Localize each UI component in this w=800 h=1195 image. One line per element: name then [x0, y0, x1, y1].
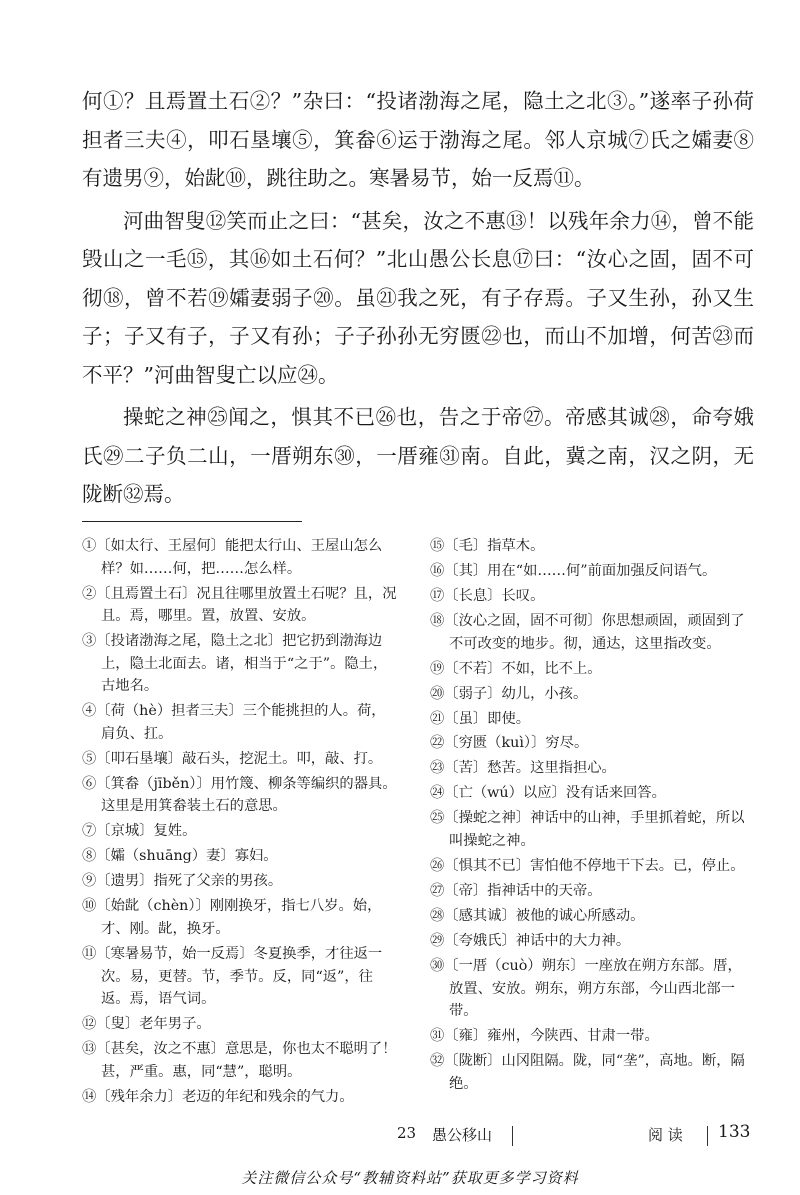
- footnote: ⑰〔长息〕长叹。: [430, 587, 545, 604]
- footnote: ⑧〔孀（shuāng）妻〕寡妇。: [82, 848, 278, 865]
- promo-watermark: 关注微信公众号“教辅资料站”获取更多学习资料: [241, 1169, 579, 1187]
- footnote: ㉑〔虽〕即使。: [430, 710, 531, 727]
- footnote: ⑥〔箕畚（jīběn）〕用竹篾、柳条等编织的器具。这里是用箕畚装土石的意思。: [82, 775, 397, 815]
- footnote: ⑩〔始龀（chèn）〕刚刚换牙，指七八岁。始，才、刚。龀，换牙。: [82, 898, 382, 938]
- footnote: ㉗〔帝〕指神话中的天帝。: [430, 883, 602, 899]
- footnotes-right-column: [430, 535, 755, 1098]
- footnote: ①〔如太行、王屋何〕能把太行山、王屋山怎么样？如……何，把……怎么样。: [82, 538, 383, 577]
- footnote: ㉜〔陇断〕山冈阻隔。陇，同“垄”，高地。断，隔绝。: [430, 1053, 745, 1092]
- footnote: ⑬〔甚矣，汝之不惠〕意思是，你也太不聪明了！甚，严重。惠，同“慧”，聪明。: [82, 1041, 397, 1080]
- footer-divider: [707, 1126, 708, 1146]
- footnote: ⑯〔其〕用在“如……何”前面加强反问语气。: [430, 562, 717, 579]
- footnote: ⑨〔遗男〕指死了父亲的男孩。: [82, 873, 283, 890]
- footnote: ⑳〔弱子〕幼儿，小孩。: [430, 685, 588, 702]
- lesson-number: 23: [397, 1124, 417, 1142]
- footnote: ④〔荷（hè）担者三夫〕三个能挑担的人。荷，肩负、扛。: [82, 703, 386, 742]
- footnote: ②〔且焉置土石〕况且往哪里放置土石呢？且，况且。焉，哪里。置，放置、安放。: [82, 585, 397, 625]
- footnote: ⑭〔残年余力〕老迈的年纪和残余的气力。: [82, 1088, 354, 1105]
- footnote: ⑱〔汝心之固，固不可彻〕你思想顽固，顽固到了不可改变的地步。彻，通达，这里指改变。: [430, 612, 745, 652]
- footnote: ⑲〔不若〕不如，比不上。: [430, 660, 602, 677]
- lesson-title: 愚公移山: [432, 1126, 493, 1144]
- paragraph-2: 河曲智叟⑫笑而止之曰：“甚矣，汝之不惠⑬！以残年余力⑭，曾不能毁山之一毛⑮，其⑯如土石何？”北山愚公长息⑰曰：“汝心之固，固不可彻⑱，曾不若⑲孀妻弱子⑳。虽㉑我之死，有子存焉。子又生孙，孙又生子；子又有子，子又有孙；子子孙孙无穷匮㉒也，而山不加增，何苦㉓而不平？”河曲智叟亡以应㉔。: [82, 208, 754, 387]
- footnote: ㉒〔穷匮（kuì）〕穷尽。: [430, 735, 589, 752]
- footnote: ③〔投诸渤海之尾，隐土之北〕把它扔到渤海边上，隐土北面去。诸，相当于“之于”。隐土，古地名。: [82, 633, 388, 695]
- footnote: ⑪〔寒暑易节，始一反焉〕冬夏换季，才往返一次。易，更替。节，季节。反，同“返”，往返。焉，语气词。: [82, 946, 383, 1008]
- footnote: ㉘〔感其诚〕被他的诚心所感动。: [430, 907, 645, 924]
- main-text: [82, 82, 754, 518]
- footnote-divider: [82, 521, 302, 522]
- section-label: 阅 读: [648, 1126, 683, 1144]
- footnote: ㉛〔雍〕雍州，今陕西、甘肃一带。: [430, 1028, 659, 1045]
- footnote: ㉚〔一厝（cuò）朔东〕一座放在朔方东部。厝，放置、安放。朔东，朔方东部，今山西北部一带。: [430, 957, 742, 1020]
- footnote: ⑤〔叩石垦壤〕敲石头，挖泥土。叩，敲、打。: [82, 750, 383, 767]
- footnote: ㉖〔惧其不已〕害怕他不停地干下去。已，停止。: [430, 858, 745, 875]
- footnote: ㉓〔苦〕愁苦。这里指担心。: [430, 760, 616, 777]
- footnote: ㉙〔夸娥氏〕神话中的大力神。: [430, 932, 631, 949]
- paragraph-3: 操蛇之神㉕闻之，惧其不已㉖也，告之于帝㉗。帝感其诚㉘，命夸娥氏㉙二子负二山，一厝朔东㉚，一厝雍㉛南。自此，冀之南，汉之阴，无陇断㉜焉。: [82, 405, 754, 506]
- footnote: ⑫〔叟〕老年男子。: [82, 1016, 211, 1033]
- footnotes-left-column: [82, 535, 398, 1111]
- footnote: ㉔〔亡（wú）以应〕没有话来回答。: [430, 785, 666, 802]
- footnote: ⑦〔京城〕复姓。: [82, 823, 197, 840]
- footnote: ⑮〔毛〕指草木。: [430, 538, 545, 554]
- footer-divider: [512, 1126, 513, 1146]
- footnote: ㉕〔操蛇之神〕神话中的山神，手里抓着蛇，所以叫操蛇之神。: [430, 810, 745, 850]
- page-number: 133: [718, 1122, 751, 1142]
- paragraph-1: 何①？且焉置土石②？”杂曰：“投诸渤海之尾，隐土之北③。”遂率子孙荷担者三夫④，叩石垦壤⑤，箕畚⑥运于渤海之尾。邻人京城⑦氏之孀妻⑧有遗男⑨，始龀⑩，跳往助之。寒暑易节，始一反焉⑪。: [82, 89, 754, 190]
